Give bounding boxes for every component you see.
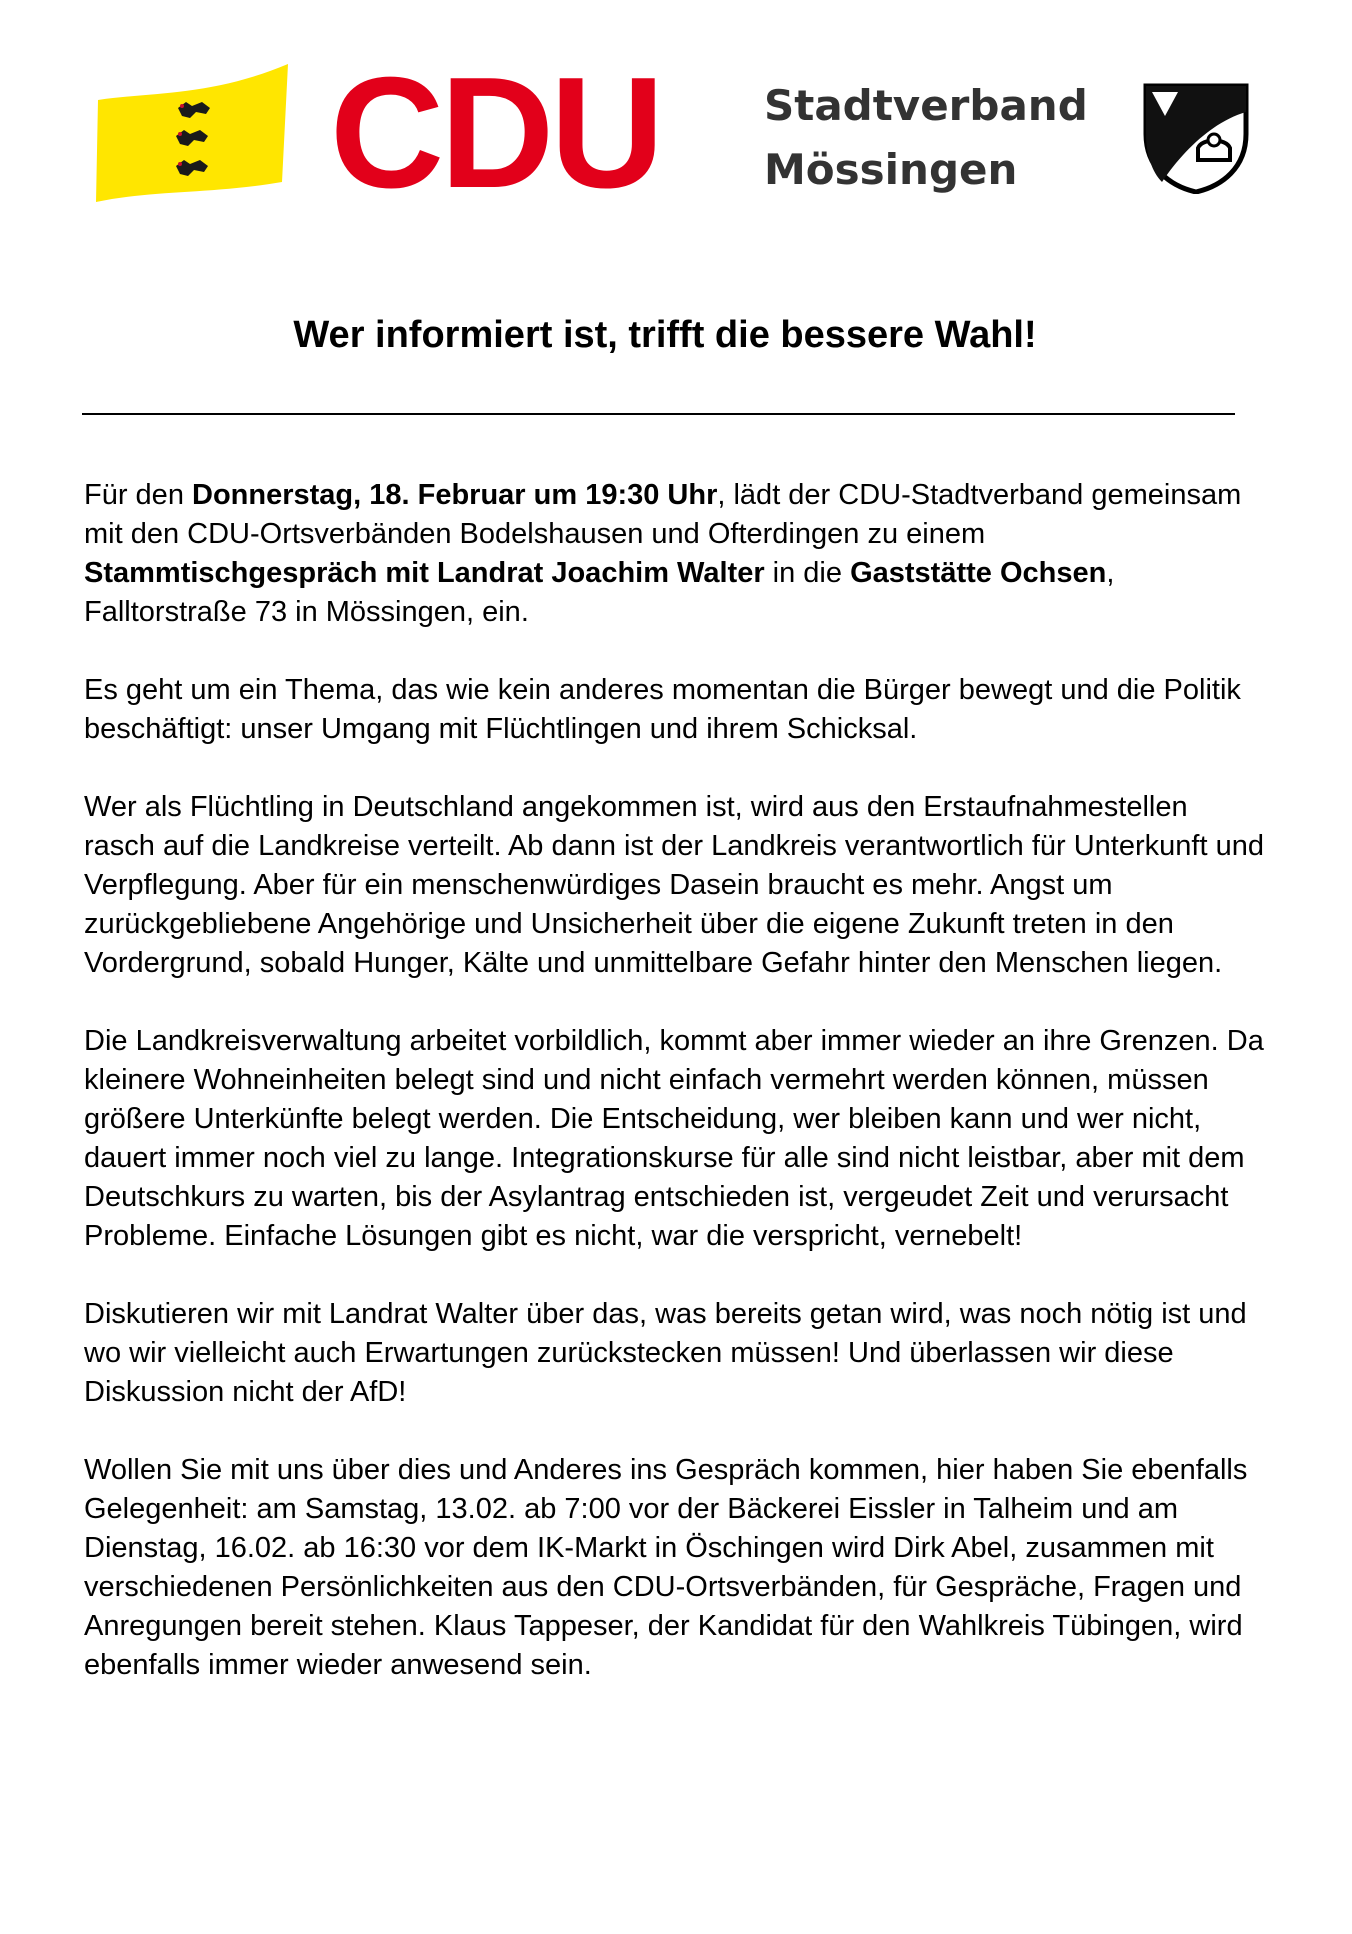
event-title: Stammtischgespräch mit Landrat Joachim Walter	[84, 557, 765, 589]
moessingen-coat-of-arms-icon	[1142, 82, 1250, 194]
article-body	[84, 476, 1264, 1724]
paragraph-further-dates: Wollen Sie mit uns über dies und Anderes ins Gespräch kommen, hier haben Sie ebenfalls Gelegenheit: am Samstag, 13.02. ab 7:00 vor der Bäckerei Eissler in Talheim und am Dienstag, 16.02. ab 16:30 vor dem IK-Markt in Öschingen wird Dirk Abel, zusammen mit verschiedenen Persönlichkeiten aus den CDU-Ortsverbänden, für Gespräche, Fragen und Anregungen bereit stehen. Klaus Tappeser, der Kandidat für den Wahlkreis Tübingen, wird ebenfalls immer wieder anwesend sein.	[84, 1454, 1248, 1681]
divider	[82, 413, 1235, 415]
invitation-text: in die	[764, 557, 851, 589]
paragraph-invitation	[84, 476, 1264, 632]
organization-name-line2: Mössingen	[764, 145, 1018, 194]
paragraph-refugees: Wer als Flüchtling in Deutschland angekommen ist, wird aus den Erstaufnahmestellen rasch auf die Landkreise verteilt. Ab dann ist der Landkreis verantwortlich für Unterkunft und Verpflegung. Aber für ein menschenwürdiges Dasein braucht es mehr. Angst um zurückgebliebene Angehörige und Unsicherheit über die eigene Zukunft treten in den Vordergrund, sobald Hunger, Kälte und unmittelbare Gefahr hinter den Menschen liegen.	[84, 791, 1264, 979]
headline: Wer informiert ist, trifft die bessere Wahl!	[293, 314, 1037, 356]
baden-wuerttemberg-flag-icon	[92, 62, 292, 202]
organization-name	[764, 74, 1088, 202]
paragraph-administration: Die Landkreisverwaltung arbeitet vorbildlich, kommt aber immer wieder an ihre Grenzen. Da kleinere Wohneinheiten belegt sind und nicht einfach vermehrt werden können, müssen größere Unterkünfte belegt werden. Die Entscheidung, wer bleiben kann und wer nicht, dauert immer noch viel zu lange. Integrationskurse für alle sind nicht leistbar, aber mit dem Deutschkurs zu warten, bis der Asylantrag entschieden ist, vergeudet Zeit und verursacht Probleme. Einfache Lösungen gibt es nicht, war die verspricht, vernebelt!	[84, 1025, 1264, 1252]
event-venue: Gaststätte Ochsen	[850, 557, 1107, 589]
paragraph-discussion: Diskutieren wir mit Landrat Walter über das, was bereits getan wird, was noch nötig ist und wo wir vielleicht auch Erwartungen zurückstecken müssen! Und überlassen wir diese Diskussion nicht der AfD!	[84, 1298, 1247, 1408]
invitation-text: Für den	[84, 479, 192, 511]
event-date: Donnerstag, 18. Februar um 19:30 Uhr	[192, 479, 718, 511]
letterhead	[0, 0, 1352, 260]
invitation-text: , lädt der CDU-Stadtverband gemeinsam mit den CDU-Ortsverbänden Bodelshausen und Ofterdingen zu einem	[84, 479, 1242, 550]
organization-name-line1: Stadtverband	[764, 81, 1088, 130]
cdu-logo-text: CDU	[330, 45, 661, 221]
paragraph-topic: Es geht um ein Thema, das wie kein anderes momentan die Bürger bewegt und die Politik beschäftigt: unser Umgang mit Flüchtlingen und ihrem Schicksal.	[84, 674, 1241, 745]
invitation-text: , Falltorstraße 73 in Mössingen, ein.	[84, 557, 1115, 628]
